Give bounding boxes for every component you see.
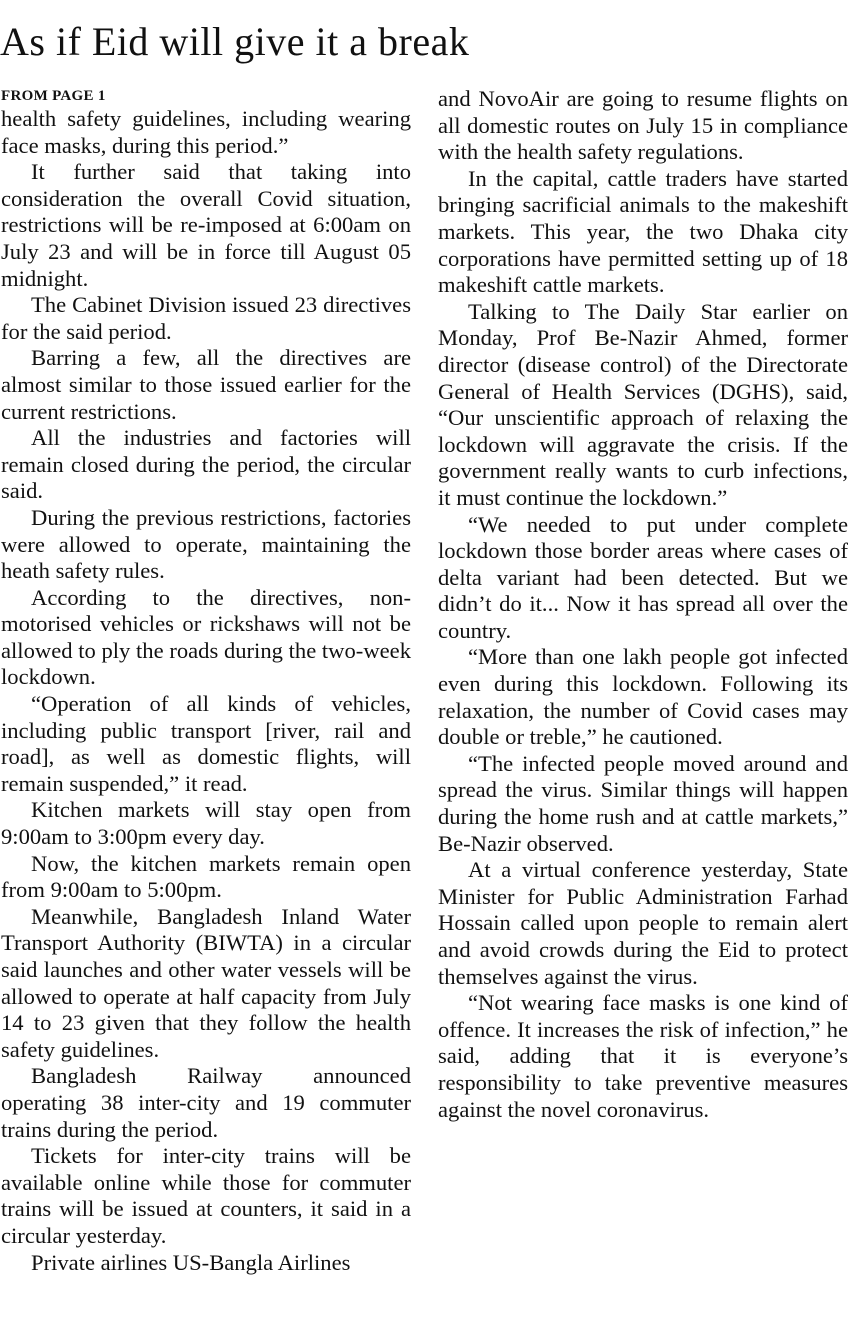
headline: As if Eid will give it a break xyxy=(0,19,470,64)
paragraph: health safety guidelines, including wearing face masks, during this period.” xyxy=(1,106,411,158)
paragraph: Bangladesh Railway announced operating 38 inter-city and 19 commuter trains during the period. xyxy=(1,1063,411,1142)
paragraph: The Cabinet Division issued 23 directives for the said period. xyxy=(1,292,411,344)
paragraph: “Operation of all kinds of vehicles, including public transport [river, rail and road], as well as domestic flights, will remain suspended,” it read. xyxy=(1,691,411,796)
paragraph: Barring a few, all the directives are almost similar to those issued earlier for the current restrictions. xyxy=(1,345,411,424)
paragraph: “More than one lakh people got infected even during this lockdown. Following its relaxation, the number of Covid cases may double or treble,” he cautioned. xyxy=(438,644,848,750)
paragraph: All the industries and factories will remain closed during the period, the circular said. xyxy=(1,425,411,504)
paragraph: Talking to The Daily Star earlier on Monday, Prof Be-Nazir Ahmed, former director (disease control) of the Directorate General of Health Services (DGHS), said, “Our unscientific approach of relaxing the lockdown will aggravate the crisis. If the government really wants to curb infections, it must continue the lockdown.” xyxy=(438,298,848,510)
paragraph: Tickets for inter-city trains will be available online while those for commuter trains will be issued at counters, it said in a circular yesterday. xyxy=(1,1143,411,1248)
paragraph: In the capital, cattle traders have started bringing sacrificial animals to the makeshift markets. This year, the two Dhaka city corporations have permitted setting up of 18 makeshift cattle markets. xyxy=(438,165,848,298)
paragraph: During the previous restrictions, factories were allowed to operate, maintaining the heath safety rules. xyxy=(1,504,411,584)
paragraph: “The infected people moved around and spread the virus. Similar things will happen during the home rush and at cattle markets,” Be-Nazir observed. xyxy=(438,750,848,856)
paragraph: According to the directives, non-motorised vehicles or rickshaws will not be allowed to ply the roads during the two-week lockdown. xyxy=(1,584,411,690)
paragraph: “Not wearing face masks is one kind of offence. It increases the risk of infection,” he said, adding that it is everyone’s responsibility to take preventive measures against the novel coronavirus. xyxy=(438,990,848,1122)
right-column xyxy=(438,86,848,1123)
paragraph: “We needed to put under complete lockdown those border areas where cases of delta variant had been detected. But we didn’t do it... Now it has spread all over the country. xyxy=(438,511,848,643)
paragraph: At a virtual conference yesterday, State Minister for Public Administration Farhad Hossain called upon people to remain alert and avoid crowds during the Eid to protect themselves against the virus. xyxy=(438,857,848,989)
paragraph: It further said that taking into consideration the overall Covid situation, restrictions will be re-imposed at 6:00am on July 23 and will be in force till August 05 midnight. xyxy=(1,159,411,291)
dateline: FROM PAGE 1 xyxy=(1,88,106,104)
paragraph: Now, the kitchen markets remain open from 9:00am to 5:00pm. xyxy=(1,850,411,903)
paragraph: Private airlines US-Bangla Airlines xyxy=(31,1249,351,1275)
paragraph: Meanwhile, Bangladesh Inland Water Transport Authority (BIWTA) in a circular said launches and other water vessels will be allowed to operate at half capacity from July 14 to 23 given that they follow the health safety guidelines. xyxy=(1,903,411,1062)
paragraph: Kitchen markets will stay open from 9:00am to 3:00pm every day. xyxy=(1,797,411,850)
paragraph: and NovoAir are going to resume flights on all domestic routes on July 15 in compliance with the health safety regulations. xyxy=(438,86,848,165)
left-column xyxy=(1,86,411,1276)
